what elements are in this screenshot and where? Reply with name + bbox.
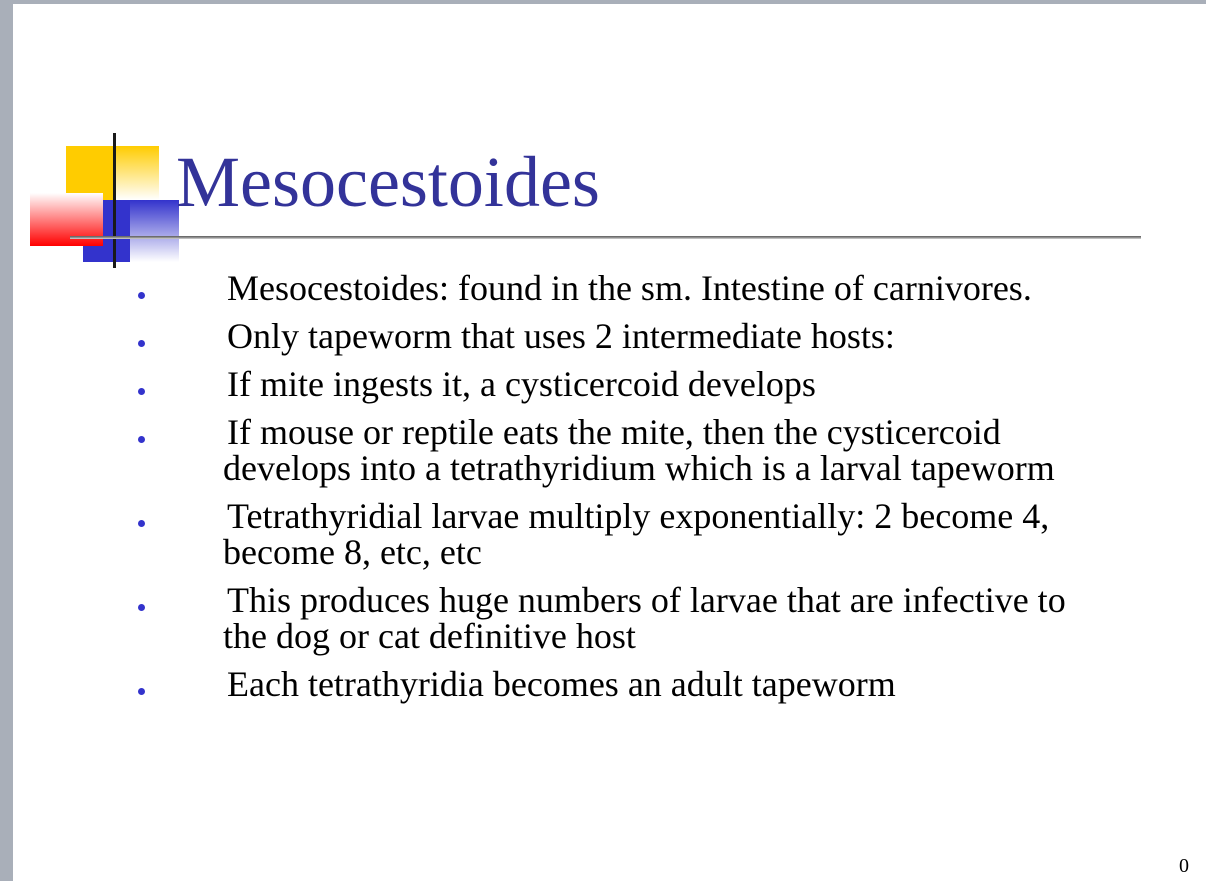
bullet-item [130,498,1170,570]
bullet-item [130,582,1170,654]
bullet-item [130,270,1170,306]
title-underline-rule [70,236,1141,239]
bullet-dot-icon [138,340,145,347]
slide-title: Mesocestoides [176,142,600,222]
vertical-accent-line [113,133,116,268]
bullet-list [130,270,1170,714]
bullet-dot-icon [138,388,145,395]
bullet-text-continuation: become 8, etc, etc [223,532,482,572]
bullet-item [130,666,1170,702]
yellow-square [66,146,115,200]
bullet-text: Tetrathyridial larvae multiply exponentially: 2 become 4, [227,496,1050,536]
bullet-item [130,414,1170,486]
bullet-dot-icon [138,520,145,527]
bullet-text: Each tetrathyridia becomes an adult tapeworm [227,664,896,704]
bullet-item [130,366,1170,402]
bullet-text-continuation: develops into a tetrathyridium which is a larval tapeworm [223,448,1055,488]
bullet-item [130,318,1170,354]
bullet-text: This produces huge numbers of larvae that are infective to [227,580,1066,620]
bullet-text-continuation: the dog or cat definitive host [223,616,636,656]
bullet-text: If mite ingests it, a cysticercoid develops [227,364,816,404]
bullet-dot-icon [138,688,145,695]
yellow-gradient-square [115,146,159,200]
bullet-text: If mouse or reptile eats the mite, then the cysticercoid [227,412,1001,452]
bullet-text: Mesocestoides: found in the sm. Intestine of carnivores. [227,268,1032,308]
bullet-dot-icon [138,604,145,611]
bullet-text: Only tapeworm that uses 2 intermediate hosts: [227,316,895,356]
bullet-dot-icon [138,436,145,443]
bullet-dot-icon [138,292,145,299]
page-number: 0 [1179,855,1189,877]
blue-gradient-square [130,200,179,262]
